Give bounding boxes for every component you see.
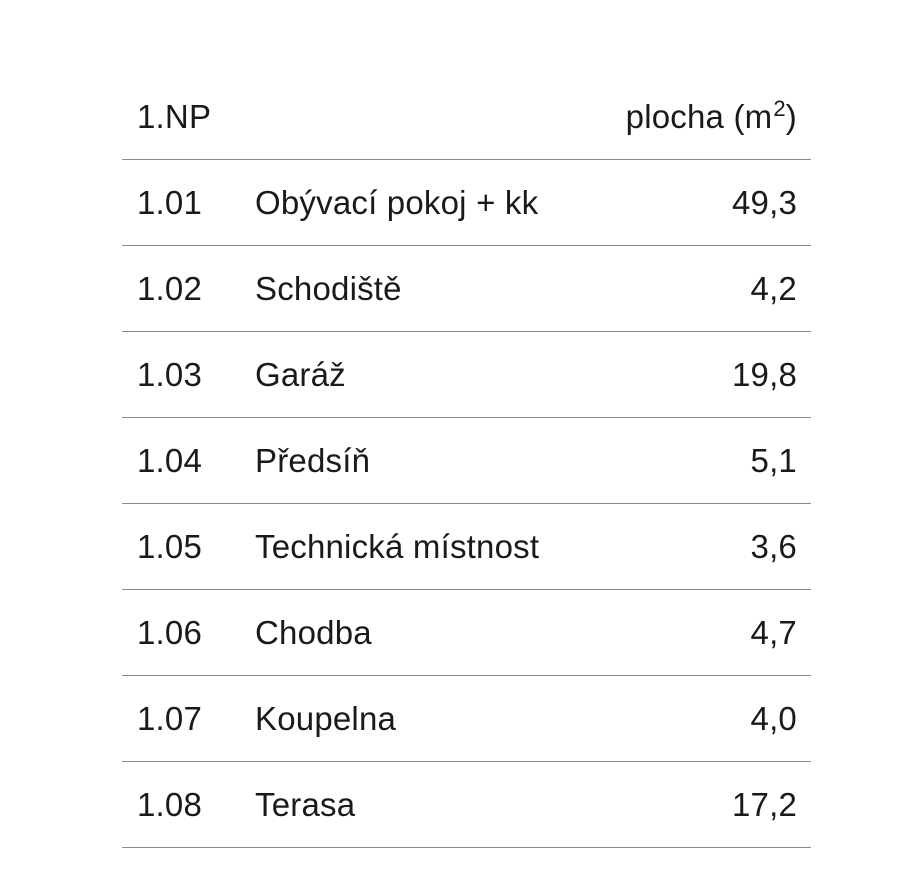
room-area: 19,8 <box>731 356 797 393</box>
room-name: Schodiště <box>255 270 402 307</box>
room-area: 4,7 <box>750 614 797 651</box>
table-row <box>122 418 811 504</box>
room-code: 1.03 <box>137 356 203 393</box>
room-name: Chodba <box>255 614 372 651</box>
room-name: Terasa <box>255 786 356 823</box>
area-label-close: ) <box>785 98 797 135</box>
table-row <box>122 590 811 676</box>
table-row <box>122 332 811 418</box>
room-name: Předsíň <box>255 442 371 479</box>
room-code: 1.01 <box>137 184 203 221</box>
area-label: plocha (m <box>625 98 773 135</box>
room-area: 4,2 <box>750 270 797 307</box>
room-name: Technická místnost <box>255 528 540 565</box>
room-code: 1.02 <box>137 270 203 307</box>
room-name: Garáž <box>255 356 346 393</box>
area-column-header <box>626 74 797 160</box>
room-code: 1.06 <box>137 614 203 651</box>
room-name: Obývací pokoj + kk <box>255 184 539 221</box>
room-area: 4,0 <box>750 700 797 737</box>
room-code: 1.08 <box>137 786 203 823</box>
room-area: 3,6 <box>750 528 797 565</box>
room-area: 49,3 <box>731 184 797 221</box>
table-header <box>122 74 811 160</box>
table-row <box>122 762 811 848</box>
table-row <box>122 676 811 762</box>
room-name: Koupelna <box>255 700 397 737</box>
room-code: 1.07 <box>137 700 203 737</box>
room-code: 1.05 <box>137 528 203 565</box>
room-area: 5,1 <box>750 442 797 479</box>
room-area-table <box>122 74 811 848</box>
table-row <box>122 504 811 590</box>
room-area: 17,2 <box>731 786 797 823</box>
room-code: 1.04 <box>137 442 203 479</box>
table-row <box>122 246 811 332</box>
area-unit-exponent: 2 <box>773 96 786 121</box>
table-row <box>122 160 811 246</box>
floor-label: 1.NP <box>137 98 212 135</box>
